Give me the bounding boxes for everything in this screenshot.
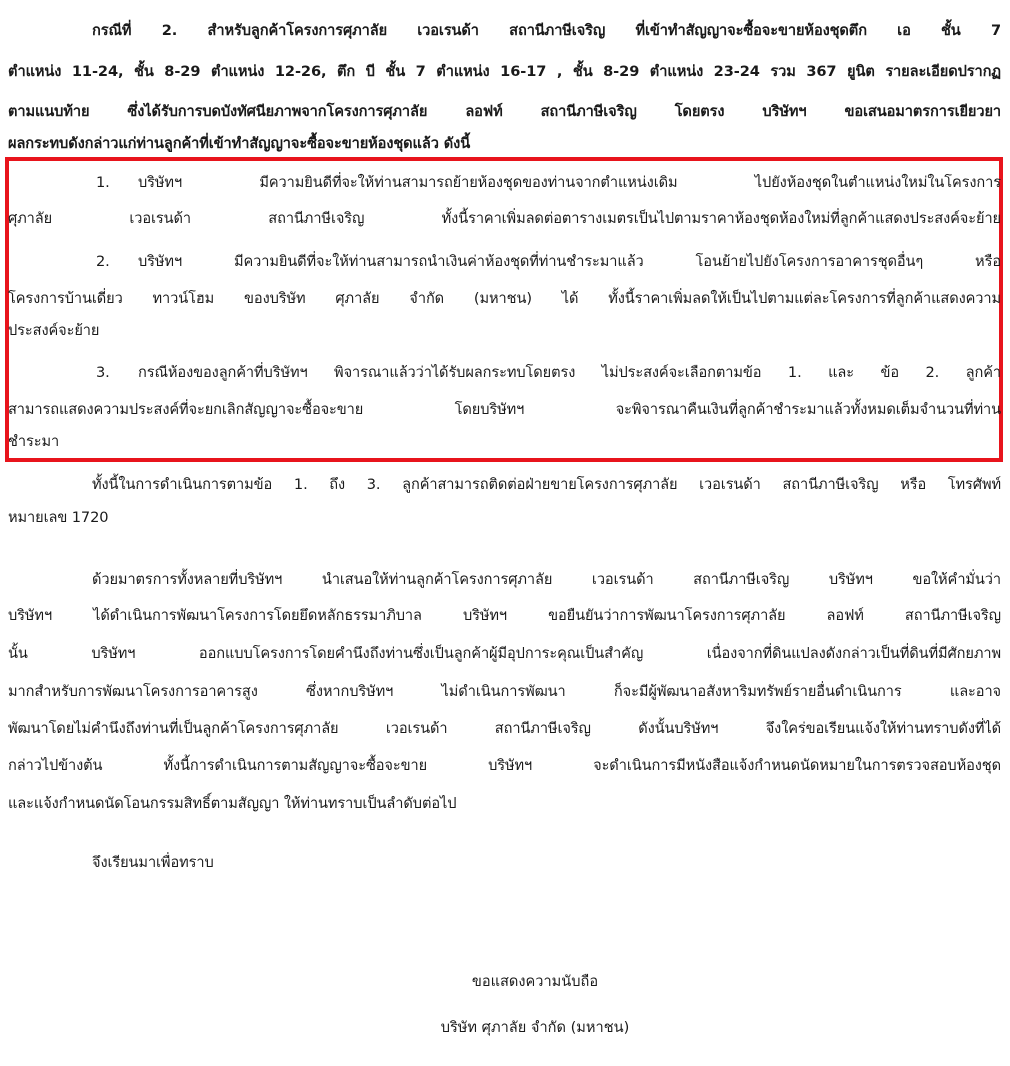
contact-line-2: หมายเลข 1720: [8, 509, 109, 526]
closing-line-4: มากสำหรับการพัฒนาโครงการอาคารสูง ซึ่งหากบริษัทฯ ไม่ดำเนินการพัฒนา ก็จะมีผู้พัฒนาอสังหาริมทรัพย์รายอื่นดำเนินการ และอาจ: [8, 683, 1001, 700]
closing-line-3: นั้น บริษัทฯ ออกแบบโครงการโดยคำนึงถึงท่านซึ่งเป็นลูกค้าผู้มีอุปการะคุณเป็นสำคัญ เนื่องจากที่ดินแปลงดังกล่าวเป็นที่ดินที่มีศักยภาพ: [8, 645, 1001, 662]
item-2-line-2: โครงการบ้านเดี่ยว ทาวน์โฮม ของบริษัท ศุภาลัย จำกัด (มหาชน) ได้ ทั้งนี้ราคาเพิ่มลดให้เป็นไปตามแต่ละโครงการที่ลูกค้าแสดงความ: [8, 290, 1001, 307]
case2-line-3: ตามแนบท้าย ซึ่งได้รับการบดบังทัศนียภาพจากโครงการศุภาลัย ลอฟท์ สถานีภาษีเจริญ โดยตรง บริษัทฯ ขอเสนอมาตรการเยียวยา: [8, 103, 1001, 120]
item-3-line-3: ชำระมา: [8, 433, 60, 450]
item-3-line-2: สามารถแสดงความประสงค์ที่จะยกเลิกสัญญาจะซื้อจะขาย โดยบริษัทฯ จะพิจารณาคืนเงินที่ลูกค้าชำระมาแล้วทั้งหมดเต็มจำนวนที่ท่าน: [8, 401, 1001, 418]
company-name: บริษัท ศุภาลัย จำกัด (มหาชน): [440, 1019, 630, 1036]
case2-line-1: กรณีที่ 2. สำหรับลูกค้าโครงการศุภาลัย เวอเรนด้า สถานีภาษีเจริญ ที่เข้าทำสัญญาจะซื้อจะขายห้องชุดตึก เอ ชั้น 7: [92, 22, 1001, 39]
item-number: 2.: [96, 253, 110, 270]
inform-line: จึงเรียนมาเพื่อทราบ: [92, 854, 214, 871]
list-item-2: [96, 251, 1001, 273]
contact-line-1: ทั้งนี้ในการดำเนินการตามข้อ 1. ถึง 3. ลูกค้าสามารถติดต่อฝ่ายขายโครงการศุภาลัย เวอเรนด้า สถานีภาษีเจริญ หรือ โทรศัพท์: [92, 476, 1001, 493]
item-number: 3.: [96, 364, 110, 381]
list-item-1: [96, 172, 1001, 194]
item-text: บริษัทฯ มีความยินดีที่จะให้ท่านสามารถนำเงินค่าห้องชุดที่ท่านชำระมาแล้ว โอนย้ายไปยังโครงการอาคารชุดอื่นๆ หรือ: [138, 253, 1001, 270]
closing-line-1: ด้วยมาตรการทั้งหลายที่บริษัทฯ นำเสนอให้ท่านลูกค้าโครงการศุภาลัย เวอเรนด้า สถานีภาษีเจริญ บริษัทฯ ขอให้คำมั่นว่า: [92, 571, 1001, 588]
closing-line-5: พัฒนาโดยไม่คำนึงถึงท่านที่เป็นลูกค้าโครงการศุภาลัย เวอเรนด้า สถานีภาษีเจริญ ดังนั้นบริษัทฯ จึงใคร่ขอเรียนแจ้งให้ท่านทราบดังที่ได้: [8, 720, 1001, 737]
closing-line-2: บริษัทฯ ได้ดำเนินการพัฒนาโครงการโดยยึดหลักธรรมาภิบาล บริษัทฯ ขอยืนยันว่าการพัฒนาโครงการศุภาลัย ลอฟท์ สถานีภาษีเจริญ: [8, 607, 1001, 624]
closing-line-7: และแจ้งกำหนดนัดโอนกรรมสิทธิ์ตามสัญญา ให้ท่านทราบเป็นลำดับต่อไป: [8, 795, 457, 812]
item-1-line-2: ศุภาลัย เวอเรนด้า สถานีภาษีเจริญ ทั้งนี้ราคาเพิ่มลดต่อตารางเมตรเป็นไปตามราคาห้องชุดห้องใหม่ที่ลูกค้าแสดงประสงค์จะย้าย: [8, 210, 1001, 227]
regards-text: ขอแสดงความนับถือ: [471, 973, 599, 990]
case2-line-2: ตำแหน่ง 11-24, ชั้น 8-29 ตำแหน่ง 12-26, ตึก บี ชั้น 7 ตำแหน่ง 16-17 , ชั้น 8-29 ตำแหน่ง 23-24 รวม 367 ยูนิต รายละเอียดปรากฏ: [8, 63, 1001, 80]
item-text: บริษัทฯ มีความยินดีที่จะให้ท่านสามารถย้ายห้องชุดของท่านจากตำแหน่งเดิม ไปยังห้องชุดในตำแหน่งใหม่ในโครงการ: [138, 174, 1001, 191]
item-2-line-3: ประสงค์จะย้าย: [8, 322, 100, 339]
case2-line-4: ผลกระทบดังกล่าวแก่ท่านลูกค้าที่เข้าทำสัญญาจะซื้อจะขายห้องชุดแล้ว ดังนี้: [8, 135, 471, 152]
item-text: กรณีห้องของลูกค้าที่บริษัทฯ พิจารณาแล้วว่าได้รับผลกระทบโดยตรง ไม่ประสงค์จะเลือกตามข้อ 1. และ ข้อ 2. ลูกค้า: [138, 364, 1001, 381]
closing-line-6: กล่าวไปข้างต้น ทั้งนี้การดำเนินการตามสัญญาจะซื้อจะขาย บริษัทฯ จะดำเนินการมีหนังสือแจ้งกำหนดนัดหมายในการตรวจสอบห้องชุด: [8, 757, 1001, 774]
item-number: 1.: [96, 174, 110, 191]
list-item-3: [96, 362, 1001, 384]
